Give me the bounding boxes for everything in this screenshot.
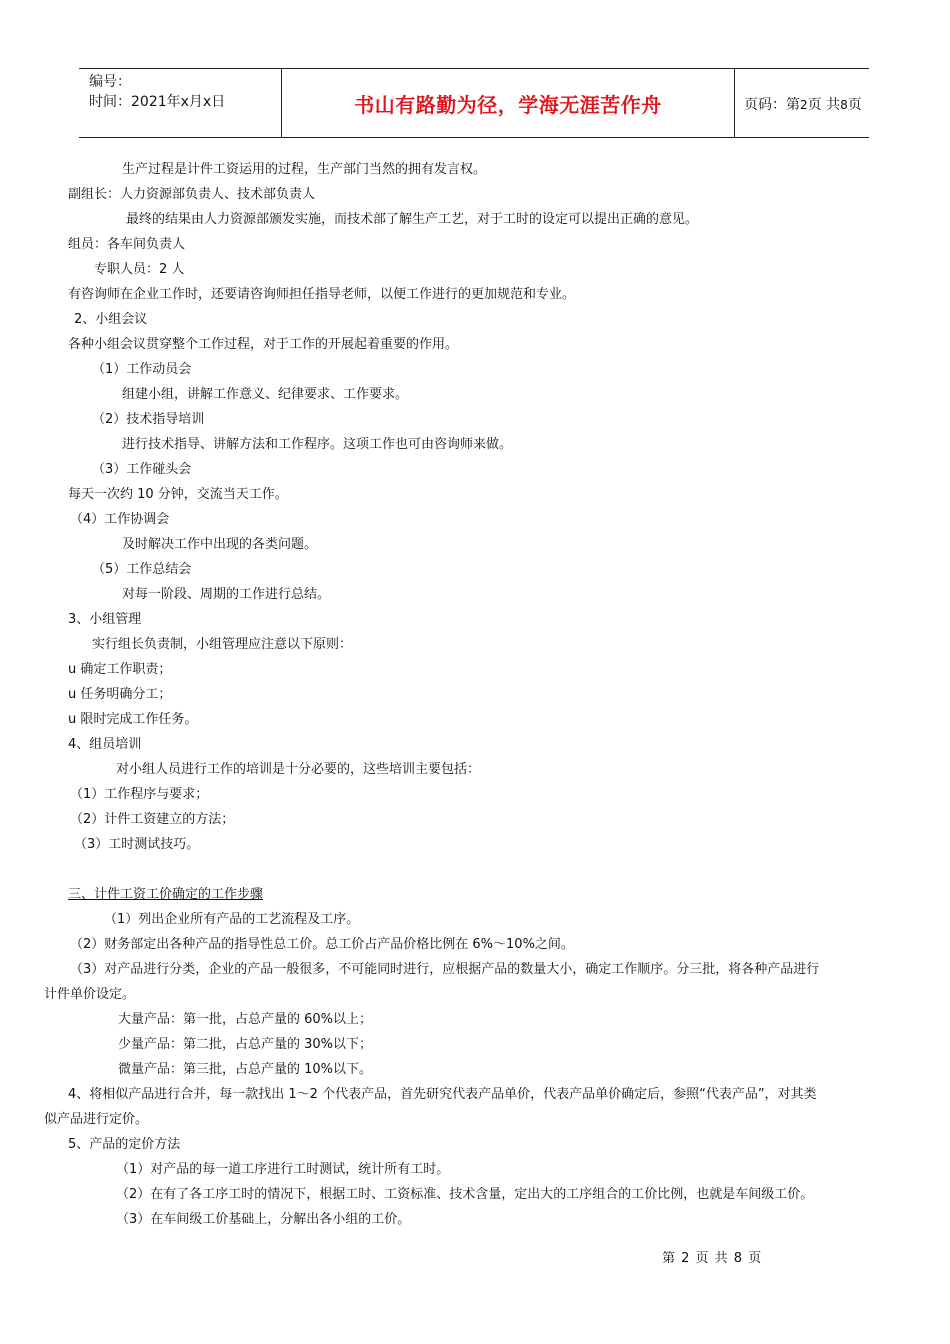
page-code-current: 2 <box>800 98 808 112</box>
paragraph-line: 每天一次约 10 分钟，交流当天工作。 <box>68 487 288 502</box>
page-code <box>744 94 862 114</box>
section-heading: 2、小组会议 <box>74 312 148 327</box>
paragraph-line: 计件单价设定。 <box>44 987 136 1002</box>
paragraph-line: 组员：各车间负责人 <box>68 237 186 252</box>
page-footer: 第 2 页 共 8 页 <box>662 1251 763 1266</box>
paragraph-line: 及时解决工作中出现的各类问题。 <box>122 537 318 552</box>
paragraph-line: 生产过程是计件工资运用的过程，生产部门当然的拥有发言权。 <box>122 162 487 177</box>
document-number-label: 编号： <box>89 74 131 90</box>
list-item: （2）计件工资建立的方法； <box>70 812 235 827</box>
list-item: （3）工作碰头会 <box>92 462 192 477</box>
page-code-prefix: 页码：第 <box>744 97 800 113</box>
list-item: （2）在有了各工序工时的情况下，根据工时、工资标准、技术含量，定出大的工序组合的工价比例，也就是车间级工价。 <box>116 1187 814 1202</box>
paragraph-line: 专职人员：2 人 <box>94 262 185 277</box>
header-page-cell <box>734 69 869 137</box>
paragraph-line: 有咨询师在企业工作时，还要请咨询师担任指导老师，以便工作进行的更加规范和专业。 <box>68 287 576 302</box>
header-info-cell <box>79 69 281 137</box>
bullet-item: u 确定工作职责； <box>68 662 172 677</box>
paragraph-line: 对小组人员进行工作的培训是十分必要的，这些培训主要包括： <box>116 762 481 777</box>
list-item: （3）对产品进行分类，企业的产品一般很多，不可能同时进行，应根据产品的数量大小，确定工作顺序。分三批，将各种产品进行 <box>70 962 820 977</box>
paragraph-line: 副组长：人力资源部负责人、技术部负责人 <box>68 187 316 202</box>
list-item: （1）工作程序与要求； <box>70 787 209 802</box>
paragraph-line: 4、将相似产品进行合并，每一款找出 1～2 个代表产品，首先研究代表产品单价，代表产品单价确定后，参照“代表产品”，对其类 <box>68 1087 817 1102</box>
document-date-label: 时间：2021年x月x日 <box>89 94 226 110</box>
paragraph-line: 最终的结果由人力资源部颁发实施，而技术部了解生产工艺，对于工时的设定可以提出正确的意见。 <box>126 212 699 227</box>
section-heading: 3、小组管理 <box>68 612 142 627</box>
header-motto-cell <box>281 69 735 137</box>
paragraph-line: 微量产品：第三批，占总产量的 10%以下。 <box>118 1062 373 1077</box>
list-item: （1）对产品的每一道工序进行工时测试，统计所有工时。 <box>116 1162 450 1177</box>
paragraph-line: 对每一阶段、周期的工作进行总结。 <box>122 587 331 602</box>
section-heading: 5、产品的定价方法 <box>68 1137 181 1152</box>
page-code-mid: 页 共 <box>807 97 841 113</box>
page-code-suffix: 页 <box>847 97 862 113</box>
bullet-item: u 限时完成工作任务。 <box>68 712 198 727</box>
section-heading: 4、组员培训 <box>68 737 142 752</box>
bullet-item: u 任务明确分工； <box>68 687 172 702</box>
list-item: （3）工时测试技巧。 <box>74 837 200 852</box>
page-code-total: 8 <box>840 98 848 112</box>
section-title: 三、计件工资工价确定的工作步骤 <box>68 887 264 902</box>
paragraph-line: 进行技术指导、讲解方法和工作程序。这项工作也可由咨询师来做。 <box>122 437 513 452</box>
list-item: （1）列出企业所有产品的工艺流程及工序。 <box>104 912 360 927</box>
paragraph-line: 组建小组，讲解工作意义、纪律要求、工作要求。 <box>122 387 409 402</box>
document-header <box>79 68 869 138</box>
list-item: （5）工作总结会 <box>92 562 192 577</box>
header-motto: 书山有路勤为径，学海无涯苦作舟 <box>354 93 662 117</box>
paragraph-line: 似产品进行定价。 <box>44 1112 149 1127</box>
paragraph-line: 少量产品：第二批，占总产量的 30%以下； <box>118 1037 373 1052</box>
paragraph-line: 实行组长负责制，小组管理应注意以下原则： <box>92 637 353 652</box>
list-item: （2）技术指导培训 <box>92 412 205 427</box>
paragraph-line: 各种小组会议贯穿整个工作过程，对于工作的开展起着重要的作用。 <box>68 337 459 352</box>
list-item: （4）工作协调会 <box>70 512 170 527</box>
paragraph-line: 大量产品：第一批，占总产量的 60%以上； <box>118 1012 373 1027</box>
list-item: （1）工作动员会 <box>92 362 192 377</box>
list-item: （2）财务部定出各种产品的指导性总工价。总工价占产品价格比例在 6%～10%之间。 <box>70 937 574 952</box>
list-item: （3）在车间级工价基础上，分解出各小组的工价。 <box>116 1212 411 1227</box>
